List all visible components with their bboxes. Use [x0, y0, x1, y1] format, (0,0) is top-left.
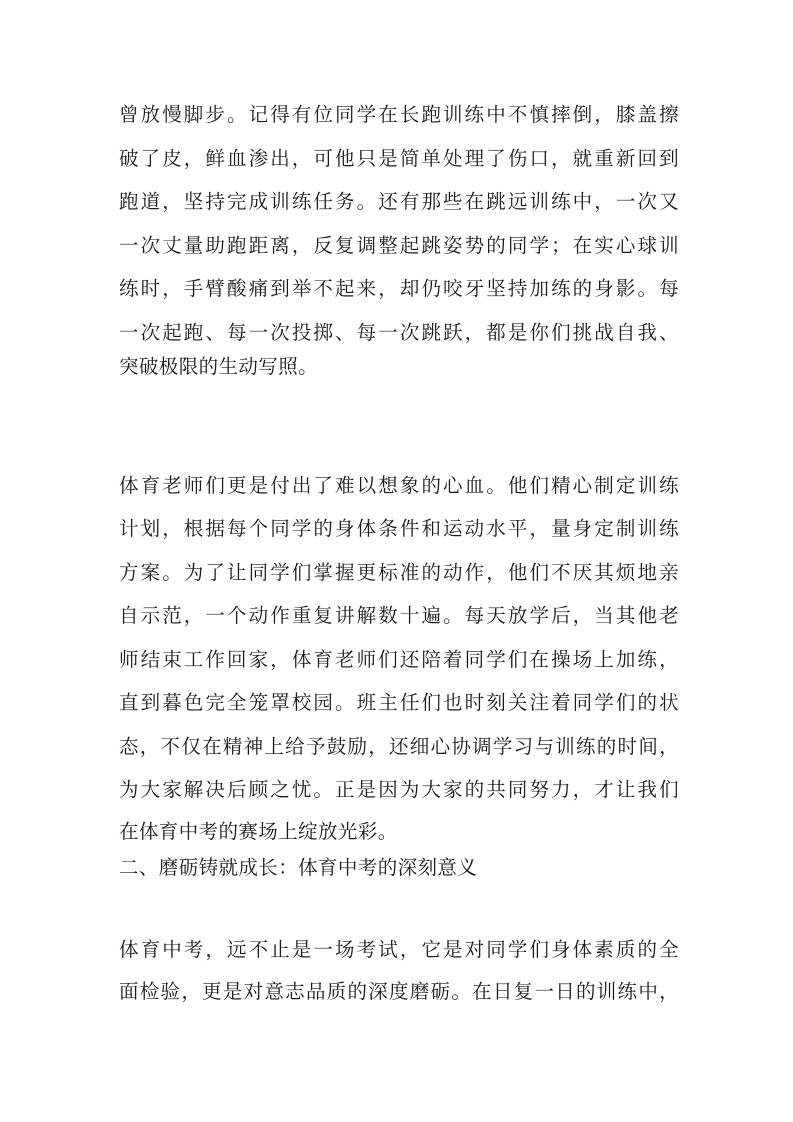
paragraph-line: 方案。为了让同学们掌握更标准的动作，他们不厌其烦地亲: [119, 561, 679, 584]
paragraph-line: 自示范，一个动作重复讲解数十遍。每天放学后，当其他老: [119, 604, 679, 627]
paragraph-line: 计划，根据每个同学的身体条件和运动水平，量身定制训练: [119, 517, 679, 540]
paragraph-line: 师结束工作回家，体育老师们还陪着同学们在操场上加练，: [119, 648, 679, 671]
paragraph-line: 突破极限的生动写照。: [119, 355, 319, 378]
paragraph-line: 跑道，坚持完成训练任务。还有那些在跳远训练中，一次又: [119, 190, 679, 213]
paragraph-line: 体育中考，远不止是一场考试，它是对同学们身体素质的全: [119, 938, 679, 961]
paragraph-line: 态，不仅在精神上给予鼓励，还细心协调学习与训练的时间，: [119, 735, 679, 758]
paragraph-line: 体育老师们更是付出了难以想象的心血。他们精心制定训练: [119, 474, 679, 497]
paragraph-line: 一次丈量助跑距离，反复调整起跳姿势的同学；在实心球训: [119, 234, 679, 257]
section-heading: 二、磨砺铸就成长：体育中考的深刻意义: [119, 856, 478, 879]
paragraph-line: 直到暮色完全笼罩校园。班主任们也时刻关注着同学们的状: [119, 691, 679, 714]
paragraph-line: 在体育中考的赛场上绽放光彩。: [119, 820, 398, 843]
paragraph-line: 一次起跑、每一次投掷、每一次跳跃，都是你们挑战自我、: [119, 321, 679, 344]
paragraph-line: 练时，手臂酸痛到举不起来，却仍咬牙坚持加练的身影。每: [119, 277, 679, 300]
paragraph-line: 破了皮，鲜血渗出，可他只是简单处理了伤口，就重新回到: [119, 147, 679, 170]
paragraph-line: 为大家解决后顾之忧。正是因为大家的共同努力，才让我们: [119, 778, 679, 801]
paragraph-line: 面检验，更是对意志品质的深度磨砺。在日复一日的训练中，: [119, 980, 679, 1003]
paragraph-line: 曾放慢脚步。记得有位同学在长跑训练中不慎摔倒，膝盖擦: [119, 103, 679, 126]
